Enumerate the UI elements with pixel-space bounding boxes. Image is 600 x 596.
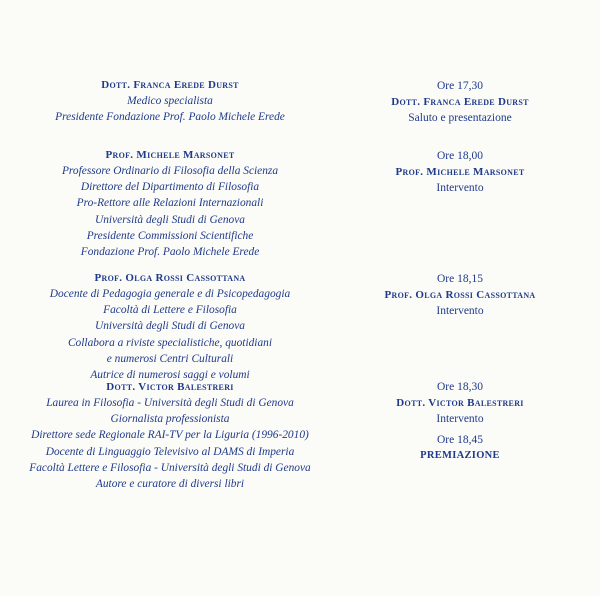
- speaker-bio-line: Facoltà di Lettere e Filosofia: [103, 304, 237, 317]
- speaker-bio-line: Collabora a riviste specialistiche, quotidiani: [67, 336, 273, 349]
- program-item: [340, 379, 580, 427]
- program-item: [340, 78, 580, 126]
- speaker-name: Prof. Olga Rossi Cassottana: [94, 272, 246, 284]
- speaker-block: [0, 147, 340, 260]
- program-time: Ore 18,45: [437, 434, 483, 446]
- program-item: [340, 271, 580, 319]
- speaker-bio-line: Medico specialista: [127, 95, 213, 107]
- speaker-block: [0, 379, 340, 492]
- speaker-bio-line: Docente di Pedagogia generale e di Psicopedagogia: [49, 288, 291, 300]
- speaker-bio-line: Pro-Rettore alle Relazioni Internazionali: [76, 197, 264, 210]
- program-speaker: Dott. Franca Erede Durst: [391, 96, 529, 108]
- program-role: Intervento: [436, 182, 484, 194]
- speaker-block: [0, 270, 340, 383]
- speaker-bio-line: Università degli Studi di Genova: [95, 320, 245, 333]
- awards-label: PREMIAZIONE: [420, 450, 500, 461]
- program-item: [340, 148, 580, 196]
- program-role: Saluto e presentazione: [408, 112, 512, 124]
- speaker-bio-line: Giornalista professionista: [110, 413, 230, 426]
- speaker-bio-line: Professore Ordinario di Filosofia della Scienza: [61, 165, 279, 177]
- program-time: Ore 18,15: [437, 273, 483, 285]
- speaker-bio-line: Autrice di numerosi saggi e volumi: [90, 369, 250, 382]
- program-role: Intervento: [436, 413, 484, 425]
- program-speaker: Prof. Michele Marsonet: [395, 166, 525, 178]
- program-time: Ore 17,30: [437, 80, 483, 92]
- speaker-bio-line: Facoltà Lettere e Filosofia - Università degli Studi di Genova: [29, 461, 311, 474]
- program-speaker: Dott. Victor Balestreri: [396, 397, 524, 409]
- speaker-bio-line: Direttore sede Regionale RAI-TV per la Liguria (1996-2010): [31, 429, 309, 442]
- speaker-name: Dott. Victor Balestreri: [106, 381, 234, 393]
- program-time: Ore 18,00: [437, 150, 483, 162]
- speaker-bio-line: e numerosi Centri Culturali: [106, 352, 234, 365]
- speaker-bio-line: Presidente Commissioni Scientifiche: [86, 229, 254, 242]
- speaker-name: Prof. Michele Marsonet: [105, 149, 235, 161]
- speaker-name: Dott. Franca Erede Durst: [101, 79, 239, 91]
- speaker-bio-line: Direttore del Dipartimento di Filosofia: [80, 181, 260, 194]
- program-speaker: Prof. Olga Rossi Cassottana: [384, 289, 536, 301]
- speaker-bio-line: Fondazione Prof. Paolo Michele Erede: [80, 246, 260, 259]
- program-role: Intervento: [436, 305, 484, 317]
- program-final: [340, 432, 580, 464]
- speaker-bio-line: Docente di Linguaggio Televisivo al DAMS di Imperia: [45, 445, 295, 458]
- program-time: Ore 18,30: [437, 381, 483, 393]
- speaker-bio-line: Presidente Fondazione Prof. Paolo Michele Erede: [55, 111, 285, 124]
- speaker-bio-line: Autore e curatore di diversi libri: [95, 478, 245, 491]
- speaker-bio-line: Università degli Studi di Genova: [95, 213, 245, 226]
- speaker-block: [0, 77, 340, 125]
- speaker-bio-line: Laurea in Filosofia - Università degli Studi di Genova: [46, 397, 294, 409]
